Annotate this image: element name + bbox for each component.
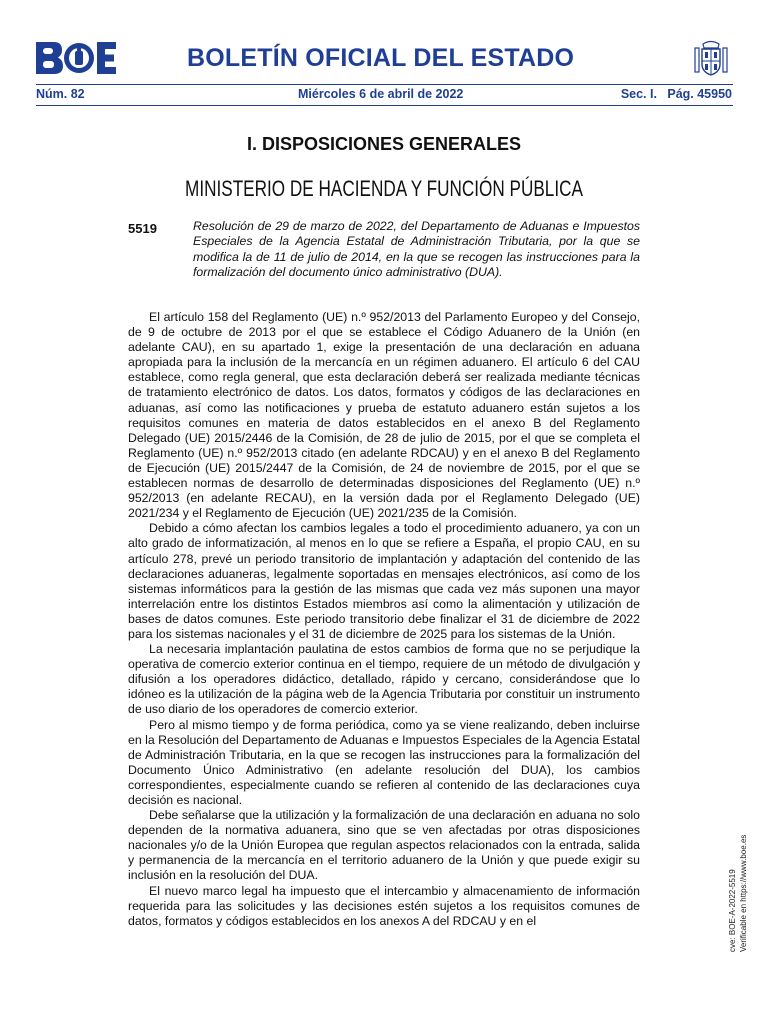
header-rule-top bbox=[36, 84, 733, 85]
resolution-number: 5519 bbox=[128, 221, 157, 236]
paragraph: El artículo 158 del Reglamento (UE) n.º 952/2013 del Parlamento Europeo y del Consejo, de 9 de octubre de 2013 por el que se establece el Código Aduanero de la Unión (en adelante CAU), en su apartado 1, exige la presentación de una declaración en aduana apropiada para la inclusión de la mercancía en un régimen aduanero. El artículo 6 del CAU establece, como regla general, que esta declaración deberá ser realizada mediante técnicas de tratamiento electrónico de datos. Los datos, formatos y códigos de las declaraciones en aduanas, así como las notificaciones y prueba de estatuto aduanero están sujetos a los requisitos comunes en materia de datos establecidos en el anexo B del Reglamento Delegado (UE) 2015/2446 de la Comisión, de 28 de julio de 2015, por el que se completa el Reglamento (UE) n.º 952/2013 citado (en adelante RDCAU) y en el anexo B del Reglamento de Ejecución (UE) 2015/2447 de la Comisión, de 24 de noviembre de 2015, por el que se establecen normas de desarrollo de determinadas disposiciones del Reglamento (UE) n.º 952/2013 (en adelante RECAU), en la versión dada por el Reglamento Delegado (UE) 2021/234 y el Reglamento de Ejecución (UE) 2021/235 de la Comisión. bbox=[128, 310, 640, 521]
paragraph: Debido a cómo afectan los cambios legales a todo el procedimiento aduanero, ya con un alto grado de informatización, al menos en lo que se refiere a España, el propio CAU, en su artículo 278, prevé un periodo transitorio de implantación y adaptación del contenido de las declaraciones aduaneras, legalmente soportadas en mensajes electrónicos, así como de los sistemas informáticos para la gestión de las mismas que cada vez más suponen una mayor interrelación entre los distintos Estados miembros así como la alimentación y utilización de bases de datos comunes. Este periodo transitorio debe finalizar el 31 de diciembre de 2022 para los sistemas nacionales y el 31 de diciembre de 2025 para los sistemas de la Unión. bbox=[128, 521, 640, 641]
coat-of-arms-icon bbox=[691, 38, 731, 78]
paragraph: Debe señalarse que la utilización y la formalización de una declaración en aduana no solo dependen de la normativa aduanera, sino que se ven afectadas por otras disposiciones nacionales y/o de la Unión Europea que regulan aspectos relacionados con la entrada, salida y permanencia de la mercancía en el territorio aduanero de la Unión y que puede exigir su inclusión en la resolución del DUA. bbox=[128, 808, 640, 883]
verification-link[interactable]: Verificable en https://www.boe.es bbox=[739, 834, 748, 952]
gazette-title: BOLETÍN OFICIAL DEL ESTADO bbox=[187, 44, 575, 72]
section-page: Sec. I. Pág. 45950 bbox=[620, 87, 732, 101]
issue-number: Núm. 82 bbox=[36, 87, 85, 101]
paragraph: Pero al mismo tiempo y de forma periódica, como ya se viene realizando, deben incluirse en la Resolución del Departamento de Aduanas e Impuestos Especiales de la Agencia Estatal de Administración Tributaria, en la que se recogen las instrucciones para la formalización del Documento Único Administrativo (en adelante resolución del DUA), los cambios correspondientes, especialmente cuando se refieren al contenido de las declaraciones cuya decisión es nacional. bbox=[128, 717, 641, 807]
paragraph: El nuevo marco legal ha impuesto que el intercambio y almacenamiento de información requerida para las solicitudes y las decisiones estén sujetos a los requisitos comunes de datos, formatos y códigos establecidos en los anexos A del RDCAU y en el bbox=[128, 883, 640, 928]
header-rule-bottom bbox=[36, 105, 733, 106]
issue-date: Miércoles 6 de abril de 2022 bbox=[298, 87, 464, 101]
paragraph: La necesaria implantación paulatina de estos cambios de forma que no se perjudique la operativa de comercio exterior continua en el tiempo, requiere de un método de divulgación y difusión a los operadores didáctico, detallado, rápido y cercano, considerándose que lo idóneo es la utilización de la página web de la Agencia Tributaria por constituir un instrumento de uso diario de los operadores de comercio exterior. bbox=[128, 642, 640, 717]
verification-sidebar bbox=[727, 824, 751, 952]
boe-logo bbox=[36, 42, 116, 74]
resolution-summary: Resolución de 29 de marzo de 2022, del Departamento de Aduanas e Impuestos Especiales de la Agencia Estatal de Administración Tributaria, por la que se modifica la de 11 de julio de 2014, en la que se recogen las instrucciones para la formalización del documento único administrativo (DUA). bbox=[193, 219, 640, 279]
section-title: I. DISPOSICIONES GENERALES bbox=[246, 134, 522, 154]
body-text bbox=[128, 310, 640, 929]
ministry-title: MINISTERIO DE HACIENDA Y FUNCIÓN PÚBLICA bbox=[185, 176, 583, 201]
cve-code: cve: BOE-A-2022-5519 bbox=[728, 869, 737, 952]
